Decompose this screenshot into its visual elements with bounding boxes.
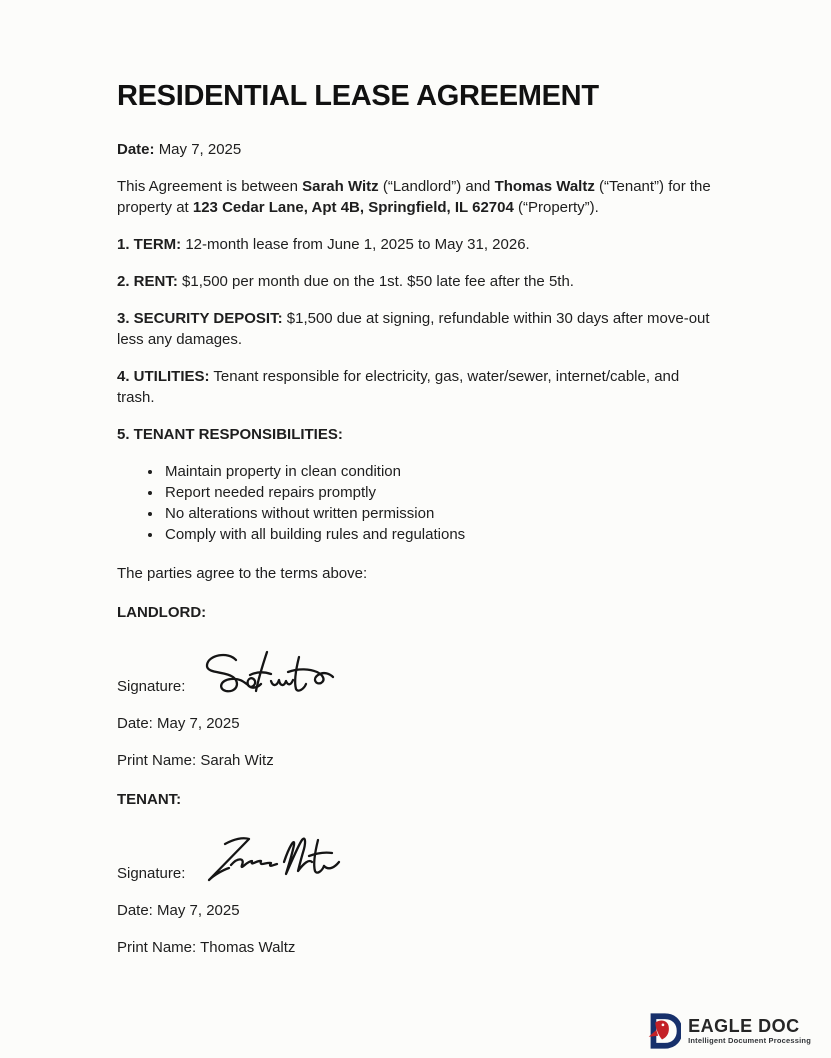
print-name-label: Print Name: xyxy=(117,752,197,769)
landlord-name: Sarah Witz xyxy=(302,178,379,195)
section-rent-label: 2. RENT: xyxy=(117,273,178,290)
section-utilities-text: Tenant responsible for electricity, gas, water/sewer, internet/cable, and trash. xyxy=(117,368,680,406)
tenant-date-line xyxy=(117,900,713,921)
agreement-line: The parties agree to the terms above: xyxy=(117,565,368,582)
list-item-text: Maintain property in clean condition xyxy=(165,463,401,480)
section-utilities-label: 4. UTILITIES: xyxy=(117,368,210,385)
intro-after-tenant: (“Tenant”) for the property at xyxy=(117,178,711,216)
date-value: May 7, 2025 xyxy=(157,902,240,919)
date-line xyxy=(117,139,713,160)
property-address: 123 Cedar Lane, Apt 4B, Springfield, IL 62704 xyxy=(192,199,514,216)
tenant-signature-block xyxy=(117,791,713,958)
responsibilities-list xyxy=(117,461,713,545)
landlord-heading: LANDLORD: xyxy=(117,604,207,621)
tenant-signature-image xyxy=(195,828,345,890)
intro-between: (“Landlord”) and xyxy=(378,178,495,195)
date-value: May 7, 2025 xyxy=(157,715,240,732)
brand-name: EAGLE DOC xyxy=(688,1016,800,1036)
tenant-signature-row xyxy=(117,814,713,886)
landlord-signature-row xyxy=(117,627,713,699)
list-item-text: Comply with all building rules and regulations xyxy=(165,526,466,543)
section-responsibilities xyxy=(117,424,713,445)
landlord-date-line xyxy=(117,713,713,734)
list-item xyxy=(163,461,713,482)
section-security-deposit-label: 3. SECURITY DEPOSIT: xyxy=(117,310,283,327)
brand-text xyxy=(688,1017,811,1045)
intro-paragraph xyxy=(117,176,713,218)
intro-suffix: (“Property”). xyxy=(513,199,599,216)
section-utilities xyxy=(117,366,713,408)
print-name-value: Sarah Witz xyxy=(200,752,274,769)
list-item xyxy=(163,503,713,524)
date-label: Date: xyxy=(117,715,153,732)
date-label: Date: xyxy=(117,902,153,919)
date-label: Date: xyxy=(117,141,155,158)
date-value: May 7, 2025 xyxy=(158,141,242,158)
intro-pre: This Agreement is between xyxy=(117,178,303,195)
section-term-text: 12-month lease from June 1, 2025 to May 31, 2026. xyxy=(185,236,530,253)
list-item-text: No alterations without written permission xyxy=(165,505,435,522)
list-item xyxy=(163,524,713,545)
section-term-label: 1. TERM: xyxy=(117,236,182,253)
brand-tagline: Intelligent Document Processing xyxy=(688,1036,811,1045)
list-item xyxy=(163,482,713,503)
section-responsibilities-label: 5. TENANT RESPONSIBILITIES: xyxy=(117,426,343,443)
tenant-print-name-line xyxy=(117,937,713,958)
section-security-deposit xyxy=(117,308,713,350)
section-term xyxy=(117,234,713,255)
tenant-heading: TENANT: xyxy=(117,791,182,808)
tenant-name: Thomas Waltz xyxy=(494,178,595,195)
landlord-signature-image xyxy=(195,645,335,703)
signature-label: Signature: xyxy=(117,865,186,882)
section-rent-text: $1,500 per month due on the 1st. $50 late fee after the 5th. xyxy=(182,273,574,290)
print-name-label: Print Name: xyxy=(117,939,197,956)
document-title: RESIDENTIAL LEASE AGREEMENT xyxy=(117,80,599,112)
signature-label: Signature: xyxy=(117,678,186,695)
list-item-text: Report needed repairs promptly xyxy=(165,484,376,501)
brand-footer xyxy=(643,1012,811,1050)
section-security-deposit-text: $1,500 due at signing, refundable within 30 days after move-out less any damages. xyxy=(117,310,710,348)
section-rent xyxy=(117,271,713,292)
eagle-d-icon xyxy=(643,1012,681,1050)
landlord-print-name-line xyxy=(117,750,713,771)
landlord-signature-block xyxy=(117,604,713,771)
print-name-value: Thomas Waltz xyxy=(200,939,296,956)
